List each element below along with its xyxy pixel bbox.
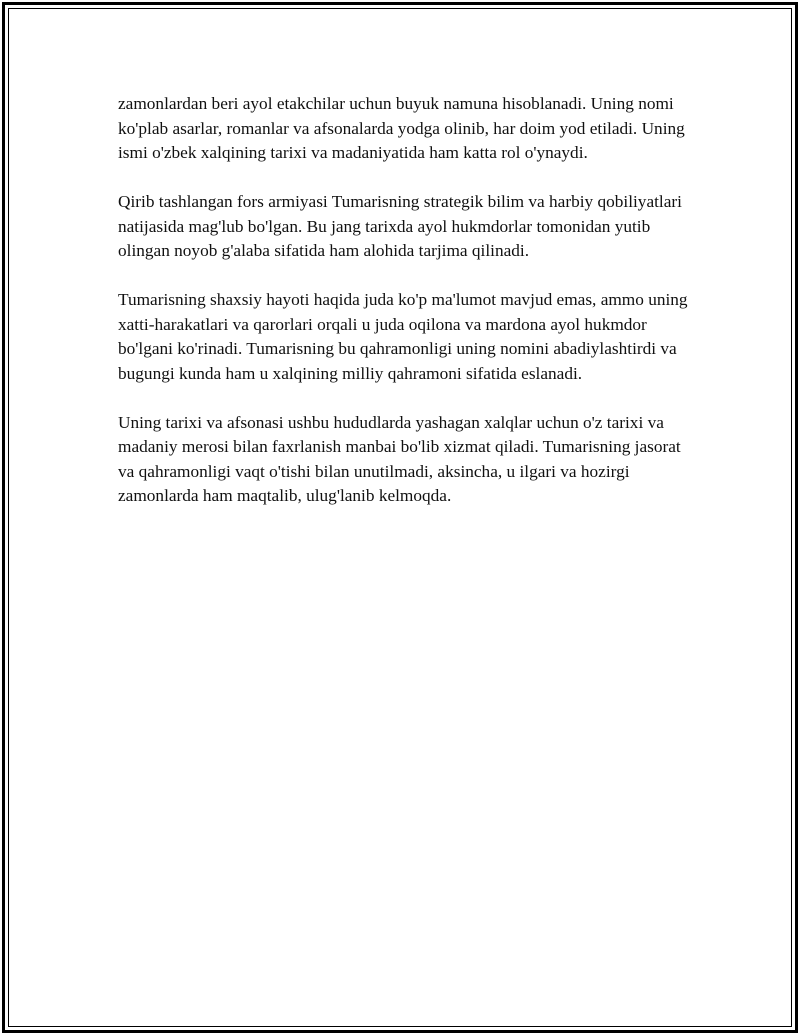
paragraph-2: Qirib tashlangan fors armiyasi Tumarisning strategik bilim va harbiy qobiliyatlari natijasida mag'lub bo'lgan. Bu jang tarixda ayol hukmdorlar tomonidan yutib olingan noyob g'alaba sifatida ham alohida tarjima qilinadi. <box>118 192 682 260</box>
document-body <box>118 92 688 533</box>
paragraph-1: zamonlardan beri ayol etakchilar uchun buyuk namuna hisoblanadi. Uning nomi ko'plab asarlar, romanlar va afsonalarda yodga olinib, har doim yod etiladi. Uning ismi o'zbek xalqining tarixi va madaniyatida ham katta rol o'ynaydi. <box>118 94 685 162</box>
paragraph-3: Tumarisning shaxsiy hayoti haqida juda ko'p ma'lumot mavjud emas, ammo uning xatti-harakatlari va qarorlari orqali u juda oqilona va mardona ayol hukmdor bo'lgani ko'rinadi. Tumarisning bu qahramonligi uning nomini abadiylashtirdi va bugungi kunda ham u xalqining milliy qahramoni sifatida eslanadi. <box>118 290 688 383</box>
paragraph-4: Uning tarixi va afsonasi ushbu hududlarda yashagan xalqlar uchun o'z tarixi va madaniy merosi bilan faxrlanish manbai bo'lib xizmat qiladi. Tumarisning jasorat va qahramonligi vaqt o'tishi bilan unutilmadi, aksincha, u ilgari va hozirgi zamonlarda ham maqtalib, ulug'lanib kelmoqda. <box>118 412 681 505</box>
